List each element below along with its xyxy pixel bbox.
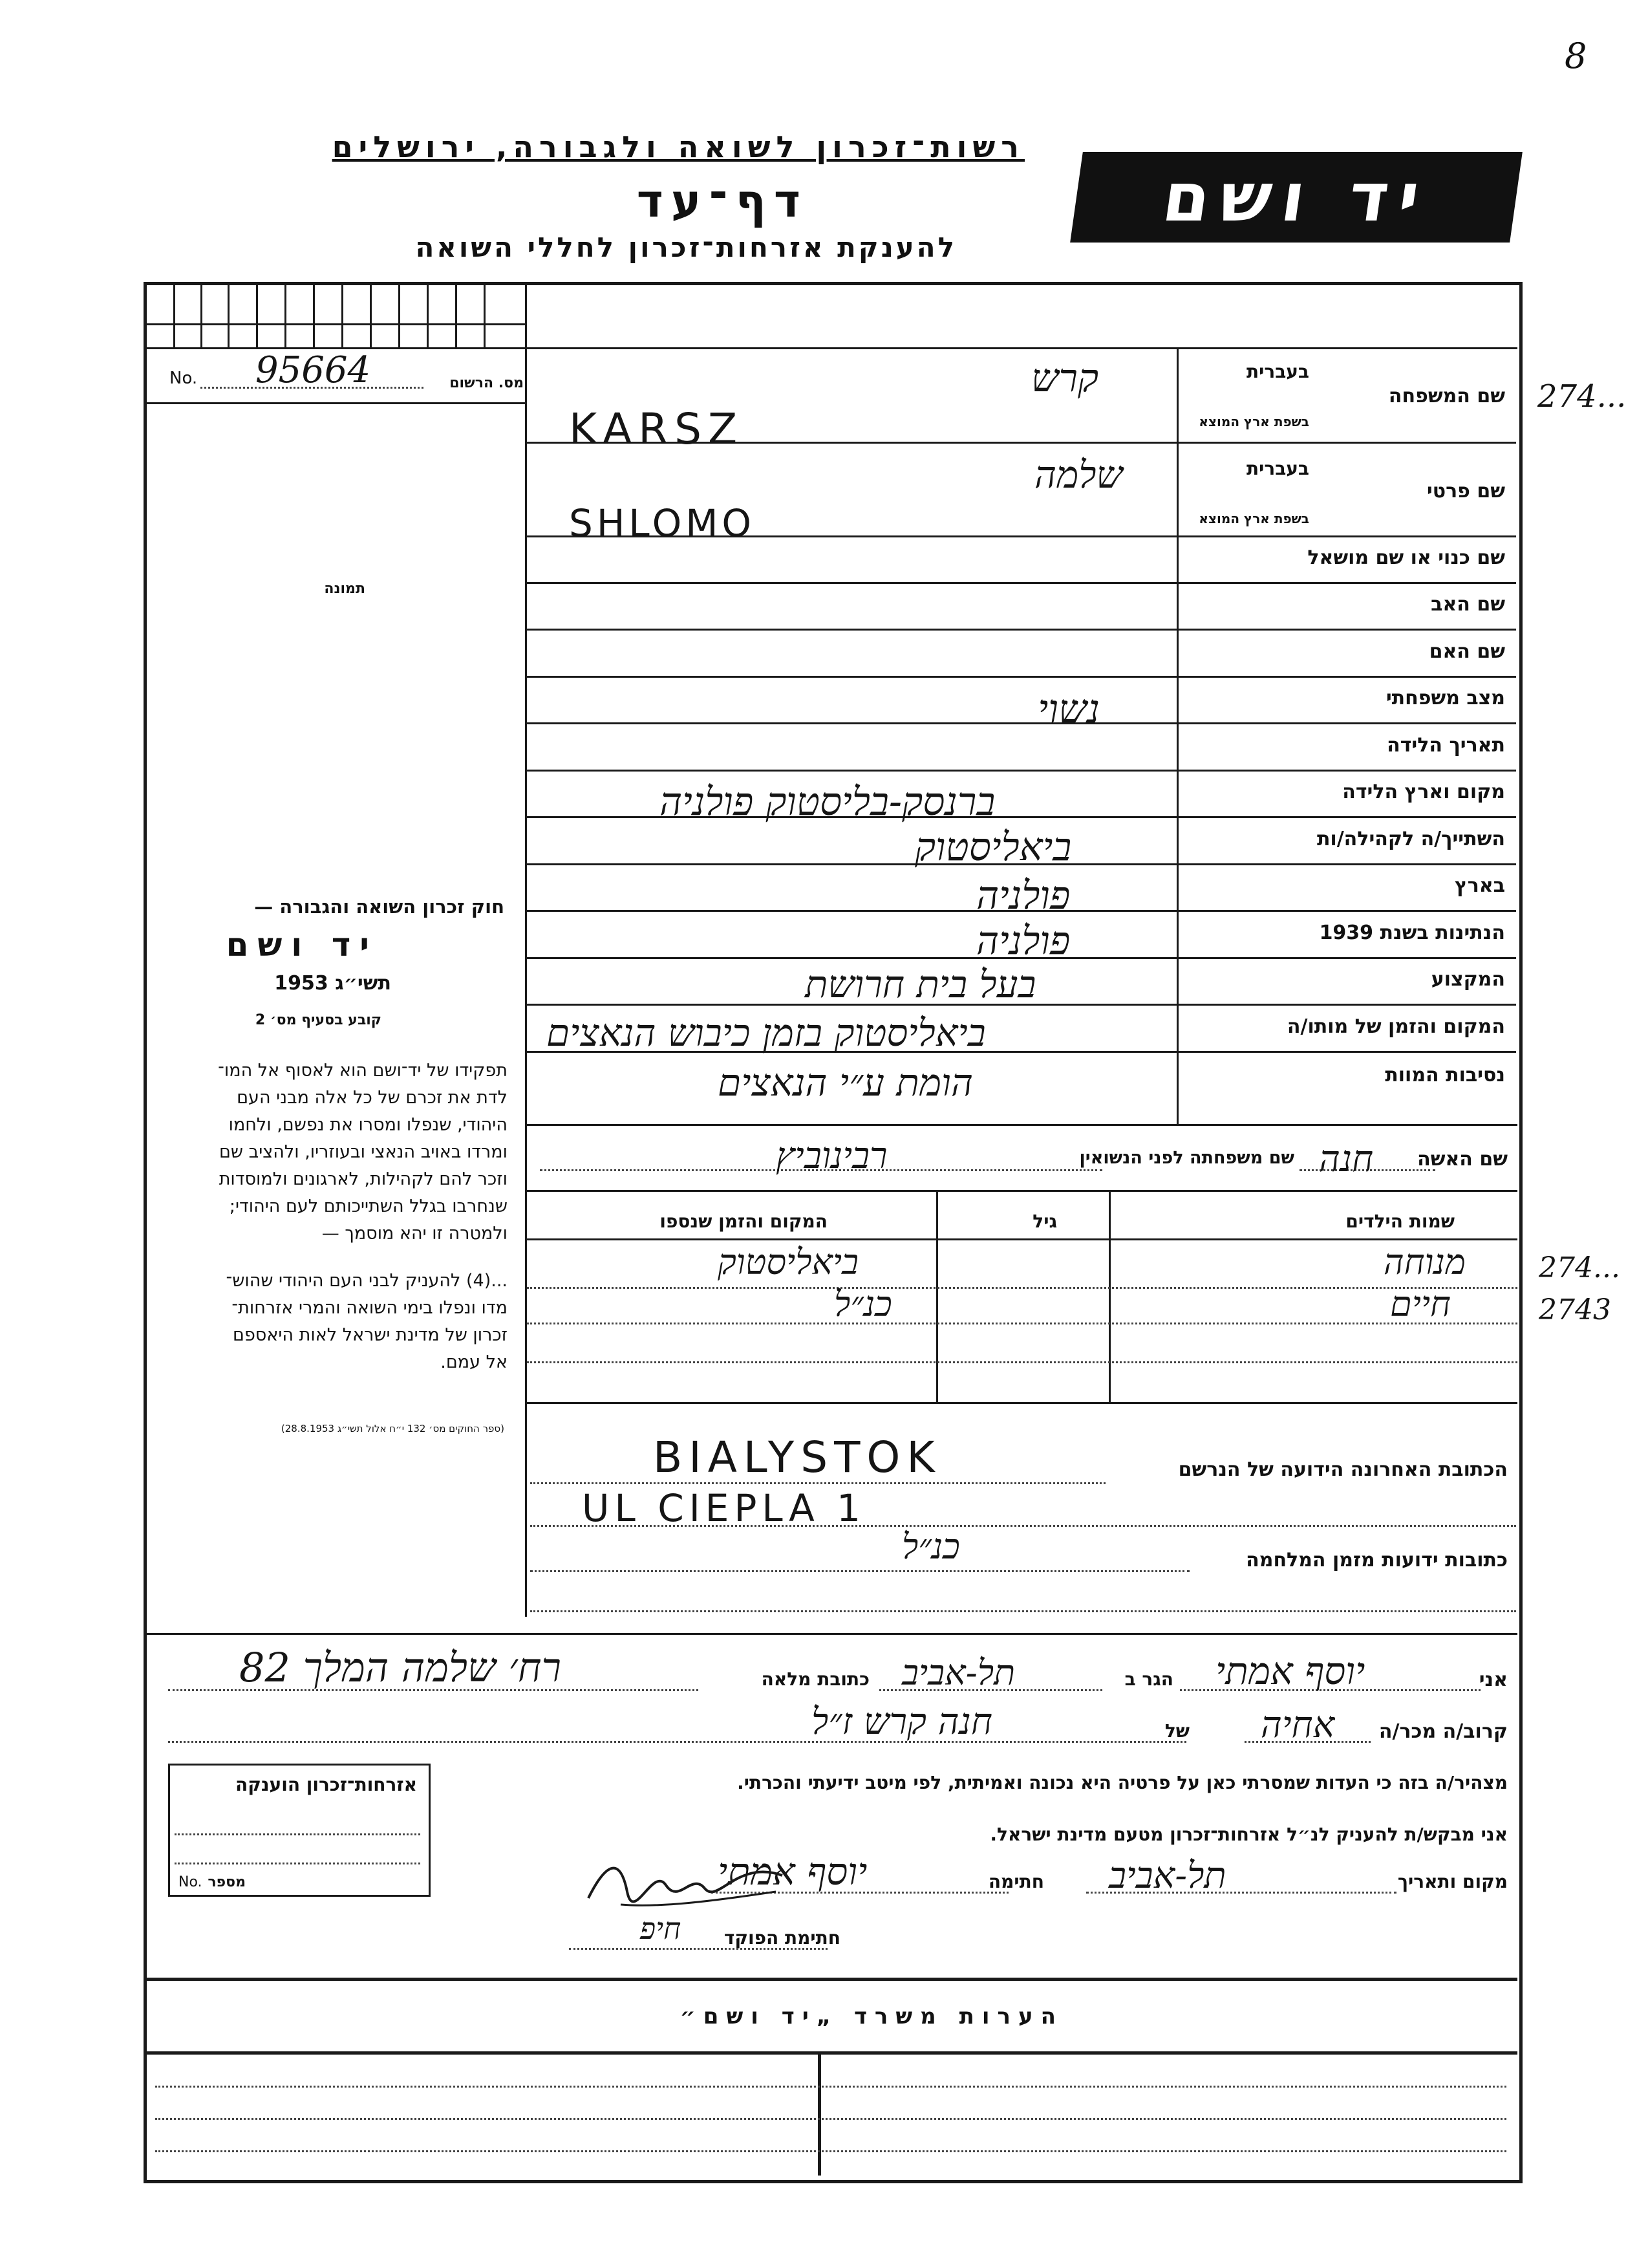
grid-cell bbox=[284, 285, 286, 349]
field-rule bbox=[1177, 676, 1516, 678]
value-wife-maiden: רבינוביץ bbox=[776, 1135, 888, 1177]
value-last-address-1: BIALYSTOK bbox=[653, 1432, 941, 1482]
answer-rule bbox=[527, 957, 1177, 959]
grid-cell bbox=[173, 285, 175, 349]
last-address-dots bbox=[530, 1482, 1106, 1484]
label-birth-place: מקום וארץ הלידה bbox=[1342, 781, 1505, 803]
child-code: 2743 bbox=[1539, 1293, 1611, 1326]
answer-rule bbox=[527, 770, 1177, 772]
law-paragraph-line: תפקידו של יד־ושם הוא לאסוף אל המו־ bbox=[218, 1061, 508, 1081]
citizenship-box-dots bbox=[175, 1863, 420, 1864]
yad-vashem-logo bbox=[1070, 152, 1523, 243]
top-grid-line bbox=[145, 323, 527, 325]
value-surname-he: קרש bbox=[1031, 356, 1099, 401]
field-rule bbox=[1177, 957, 1516, 959]
law-source: (ספר החוקים מס׳ 132 י״ח אלול תשי״ג 28.8.1953) bbox=[281, 1423, 504, 1434]
value-death-circumstances: הומת ע״י הנאצים bbox=[718, 1061, 973, 1105]
field-rule bbox=[1177, 535, 1516, 537]
law-paragraph-line: זכרון של מדינת ישראל לאות היאספם bbox=[233, 1325, 508, 1345]
value-last-address-2: UL CIEPLA 1 bbox=[582, 1486, 866, 1530]
label-children-place-time: המקום והזמן שנספו bbox=[659, 1211, 828, 1232]
law-year: תשי״ג 1953 bbox=[274, 972, 391, 995]
value-wife-name: חנה bbox=[1319, 1138, 1374, 1180]
page-number: 8 bbox=[1565, 36, 1587, 76]
label-marital: מצב משפחתי bbox=[1385, 687, 1505, 709]
answer-rule bbox=[527, 676, 1177, 678]
label-surname: שם המשפחה bbox=[1388, 385, 1505, 407]
relative-dots bbox=[168, 1741, 1186, 1743]
value-first-name-native: SHLOMO bbox=[569, 501, 756, 545]
grid-cell bbox=[484, 285, 486, 349]
label-address: כתובת מלאה bbox=[761, 1669, 870, 1690]
field-rule bbox=[1177, 910, 1516, 912]
field-rule bbox=[1177, 442, 1516, 444]
label-in-hebrew: בעברית bbox=[1246, 361, 1309, 382]
law-paragraph-line: שנחרבו בגלל השתייכותם לעם היהודי; bbox=[229, 1196, 508, 1216]
label-signature: חתימה bbox=[988, 1871, 1044, 1892]
label-last-address: הכתובת האחרונה הידועה של הנרשם bbox=[1178, 1458, 1508, 1481]
label-in-native: בשפת ארץ המוצא bbox=[1199, 511, 1309, 526]
field-rule bbox=[1177, 863, 1516, 865]
field-rule bbox=[1177, 770, 1516, 772]
children-row-dots bbox=[527, 1361, 1517, 1363]
children-col-divider bbox=[1109, 1192, 1111, 1402]
grid-cell bbox=[455, 285, 457, 349]
child-place-time: כנ״ל bbox=[834, 1284, 892, 1324]
label-mother: שם האם bbox=[1429, 640, 1505, 663]
answer-rule bbox=[527, 910, 1177, 912]
wife-rule bbox=[527, 1190, 1517, 1192]
war-address-dots bbox=[530, 1570, 1190, 1572]
label-column-divider bbox=[1177, 349, 1179, 1125]
children-row-dots bbox=[527, 1287, 1517, 1289]
label-first-name: שם פרטי bbox=[1426, 480, 1505, 502]
remarks-col-divider bbox=[818, 2051, 821, 2176]
registry-no-label: No. bbox=[169, 369, 198, 388]
law-paragraph-line: ולמטרה זו יהא מוסמך — bbox=[321, 1224, 508, 1244]
citizenship-box-title: אזרחות־זכרון הוענקה bbox=[235, 1774, 417, 1795]
label-official-signature: חתימת הפוקד bbox=[723, 1927, 840, 1949]
grid-cell bbox=[256, 285, 258, 349]
declaration-request: אני מבקש/ת להעניק לנ״ל אזרחות־זכרון מטעם מדינת ישראל. bbox=[990, 1824, 1508, 1845]
label-citizenship: הנתינות בשנת 1939 bbox=[1319, 922, 1505, 944]
answer-rule bbox=[527, 629, 1177, 631]
value-relation: אחיה bbox=[1261, 1704, 1335, 1746]
grid-cell bbox=[398, 285, 400, 349]
value-community: ביאליסטוק bbox=[915, 825, 1072, 870]
law-heading: חוק זכרון השואה והגבורה — bbox=[254, 896, 504, 918]
grid-cell bbox=[313, 285, 315, 349]
grid-cell bbox=[370, 285, 372, 349]
remarks-header-rule bbox=[145, 2051, 1517, 2055]
label-war-addresses: כתובות ידועות מזמן המלחמה bbox=[1246, 1549, 1508, 1571]
label-place-date: מקום ותאריך bbox=[1397, 1871, 1508, 1892]
citizenship-box-dots bbox=[175, 1833, 420, 1835]
citizenship-box-number-label: מספר bbox=[208, 1874, 246, 1890]
label-birth-date: תאריך הלידה bbox=[1387, 734, 1505, 757]
value-war-address: כנ״ל bbox=[902, 1526, 960, 1567]
label-death-place-time: המקום והזמן של מותו/ה bbox=[1287, 1015, 1505, 1038]
grid-cell bbox=[228, 285, 230, 349]
remarks-dots bbox=[155, 2086, 1506, 2088]
child-place-time: ביאליסטוק bbox=[718, 1242, 859, 1282]
law-paragraph-line: ...(4) להעניק לבני העם היהודי שהוש־ bbox=[226, 1271, 508, 1291]
law-paragraph-line: לדת את זכרם של כל אלה מבני העם bbox=[237, 1088, 508, 1108]
label-of: של bbox=[1164, 1720, 1190, 1742]
remarks-dots bbox=[155, 2118, 1506, 2120]
answer-rule bbox=[527, 582, 1177, 584]
law-paragraph-line: אל עמם. bbox=[440, 1352, 508, 1372]
label-in-hebrew: בעברית bbox=[1246, 458, 1309, 479]
answer-rule bbox=[527, 863, 1177, 865]
value-marital: נשוי bbox=[1038, 686, 1100, 733]
label-children-names: שמות הילדים bbox=[1345, 1211, 1455, 1232]
children-col-divider bbox=[936, 1192, 938, 1402]
field-rule bbox=[1177, 722, 1516, 724]
law-paragraph-line: מדו ונפלו בימי השואה והמרי אזרחות־ bbox=[231, 1298, 508, 1318]
logo-text: יד ושם bbox=[1157, 158, 1435, 237]
grid-cell bbox=[200, 285, 202, 349]
label-community: השתייך/ה לקהילה/ות bbox=[1316, 828, 1505, 850]
registry-number: 95664 bbox=[255, 349, 371, 391]
remarks-top-rule bbox=[145, 1978, 1517, 1981]
declaration-statement: מצהיר/ה בזה כי העדות שמסרתי כאן על פרטיה היא נכונה ואמיתית, לפי מיטב ידיעתי והכרתי. bbox=[737, 1772, 1508, 1793]
law-paragraph-line: ומרדו באויב הנאצי ובעוזריו, ולהציב שם bbox=[219, 1142, 508, 1162]
value-relative: חנה קרש ז״ל bbox=[811, 1701, 992, 1743]
field-rule bbox=[1177, 816, 1516, 818]
answer-rule bbox=[527, 1124, 1517, 1126]
child-code: 274... bbox=[1539, 1251, 1620, 1284]
left-column-divider bbox=[525, 285, 527, 1617]
label-wife-maiden: שם משפחתה לפני הנשואין bbox=[1079, 1148, 1294, 1168]
value-surname-native: KARSZ bbox=[569, 404, 744, 454]
value-city: תל-אביב bbox=[902, 1652, 1016, 1693]
official-signature-dots bbox=[569, 1948, 828, 1950]
value-country: פולניה bbox=[976, 873, 1071, 918]
label-death-circumstances: נסיבות המוות bbox=[1385, 1064, 1505, 1086]
declarant-signature-icon bbox=[582, 1846, 789, 1917]
photo-label: תמונה bbox=[324, 581, 365, 597]
children-header-rule bbox=[527, 1238, 1517, 1240]
registry-rule bbox=[145, 402, 527, 404]
label-i: אני bbox=[1479, 1669, 1508, 1691]
label-relation: קרוב/ה מכר/ה bbox=[1378, 1720, 1508, 1743]
label-in-native: בשפת ארץ המוצא bbox=[1199, 414, 1309, 429]
remarks-dots bbox=[155, 2150, 1506, 2152]
value-official-signature: חיפ bbox=[640, 1911, 681, 1946]
children-bottom-rule bbox=[527, 1402, 1517, 1404]
value-place-date: תל-אביב bbox=[1109, 1855, 1226, 1897]
value-citizenship: פולניה bbox=[976, 918, 1071, 964]
label-age: גיל bbox=[1032, 1211, 1057, 1232]
address-bottom-rule bbox=[145, 1633, 1517, 1635]
citizenship-box-no-label: No. bbox=[178, 1874, 202, 1890]
registry-label: מס. הרשום bbox=[449, 375, 524, 391]
value-address: רח׳ שלמה המלך 82 bbox=[239, 1644, 562, 1691]
value-declarant: יוסף אמתי bbox=[1215, 1649, 1365, 1693]
label-father: שם האב bbox=[1431, 593, 1505, 616]
law-name: יד ושם bbox=[226, 926, 378, 964]
form-subtitle: להענקת אזרחות־זכרון לחללי השואה bbox=[415, 232, 957, 263]
law-paragraph-line: היהודי, שנפלו ומסרו את נפשם, ולחמו bbox=[228, 1115, 508, 1135]
grid-cell bbox=[341, 285, 343, 349]
value-birth-place: ברנסק-בליסטוק פולניה bbox=[659, 779, 996, 825]
authority-title: רשות־זכרון לשואה ולגבורה, ירושלים bbox=[332, 129, 1025, 164]
field-rule bbox=[1177, 1004, 1516, 1006]
label-profession: המקצוע bbox=[1431, 968, 1505, 991]
children-row-dots bbox=[527, 1323, 1517, 1324]
office-remarks-title: הערות משרד „יד ושם״ bbox=[679, 2003, 1064, 2029]
label-resident: הגר ב bbox=[1124, 1669, 1173, 1690]
field-rule bbox=[1177, 582, 1516, 584]
field-rule bbox=[1177, 629, 1516, 631]
address-dots bbox=[530, 1610, 1516, 1612]
grid-cell bbox=[427, 285, 429, 349]
child-name: חיים bbox=[1390, 1284, 1451, 1324]
law-clause: קובע בסעיף מס׳ 2 bbox=[255, 1012, 381, 1028]
value-death-place-time: ביאליסטוק בזמן כיבוש הנאצים bbox=[546, 1011, 986, 1055]
value-signature: יוסף אמתי bbox=[718, 1850, 868, 1894]
label-country: בארץ bbox=[1454, 874, 1505, 897]
label-nickname: שם כנוי או שם מושאל bbox=[1307, 546, 1505, 569]
label-wife-name: שם האשה bbox=[1417, 1148, 1508, 1171]
law-paragraph-line: וזכר להם לקהילות, לארגונים ולמוסדות bbox=[219, 1169, 508, 1189]
field-rule bbox=[1177, 1051, 1516, 1053]
form-title: דף־עד bbox=[636, 175, 808, 228]
value-first-name-he: שלמה bbox=[1034, 453, 1123, 497]
child-name: מנוחה bbox=[1384, 1242, 1466, 1282]
value-surname-code: 274... bbox=[1537, 378, 1626, 415]
value-profession: בעל בית חרושת bbox=[805, 962, 1036, 1006]
